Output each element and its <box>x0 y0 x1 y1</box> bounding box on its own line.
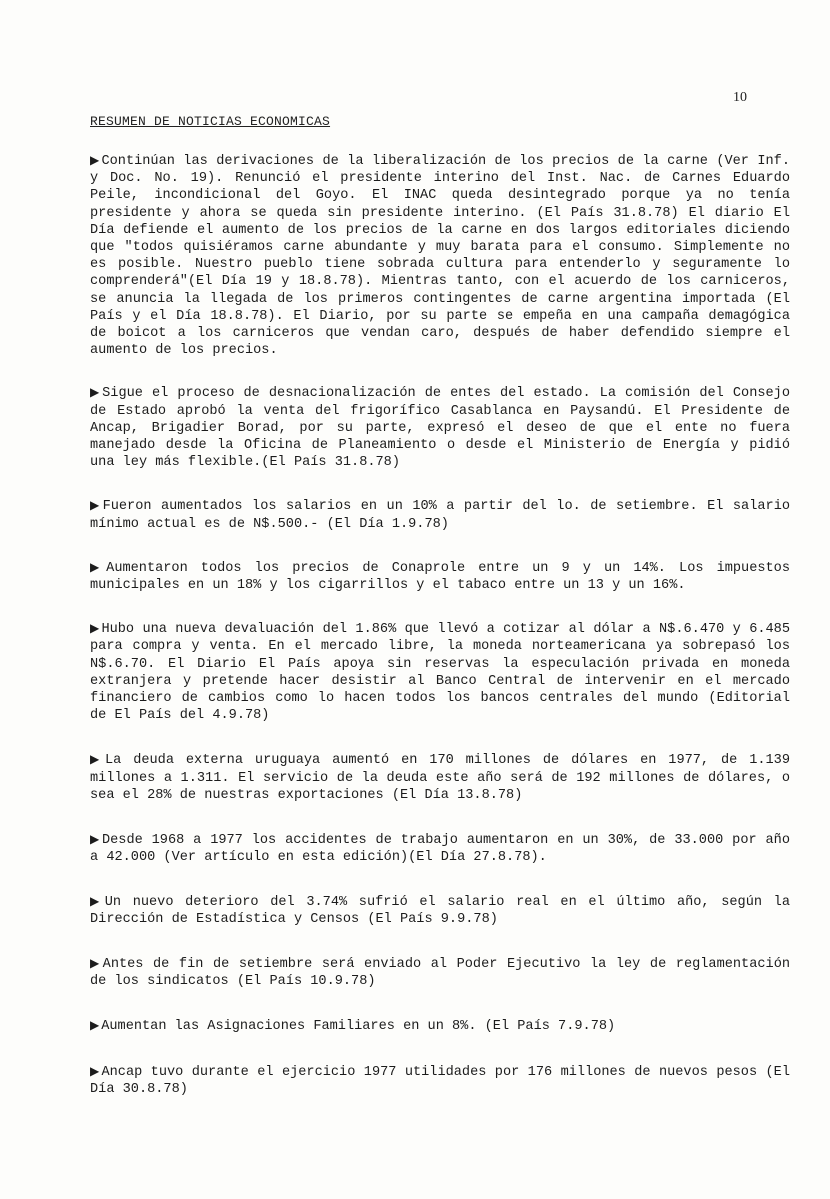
news-item <box>90 384 790 471</box>
page-number: 10 <box>733 90 747 105</box>
news-item-text: Un nuevo deterioro del 3.74% sufrió el salario real en el último año, según la Dirección de Estadística y Censos (El País 9.9.78) <box>90 894 790 927</box>
news-item-text: Aumentan las Asignaciones Familiares en un 8%. (El País 7.9.78) <box>101 1019 616 1035</box>
arrow-bullet-icon: ▶ <box>90 1018 100 1033</box>
arrow-bullet-icon: ▶ <box>90 385 101 400</box>
arrow-bullet-icon: ▶ <box>90 752 103 767</box>
news-item-text: La deuda externa uruguaya aumentó en 170 millones de dólares en 1977, de 1.139 millones a 1.311. El servicio de la deuda este año será de 192 millones de dólares, o sea el 28% de nuestras exportaciones (El Día 13.8.78) <box>90 753 790 803</box>
news-item <box>90 955 790 990</box>
news-item <box>90 893 790 928</box>
news-item <box>90 831 790 866</box>
arrow-bullet-icon: ▶ <box>90 1063 100 1078</box>
arrow-bullet-icon: ▶ <box>90 153 100 167</box>
arrow-bullet-icon: ▶ <box>90 893 103 908</box>
news-list <box>90 152 790 1098</box>
section-title: RESUMEN DE NOTICIAS ECONOMICAS <box>90 114 331 129</box>
arrow-bullet-icon: ▶ <box>90 621 100 636</box>
news-item-text: Antes de fin de setiembre será enviado al Poder Ejecutivo la ley de reglamentación de los sindicatos (El País 10.9.78) <box>90 956 791 990</box>
news-item <box>90 1017 790 1035</box>
news-item-text: Aumentaron todos los precios de Conaprole entre un 9 y un 14%. Los impuestos municipales en un 18% y los cigarrillos y el tabaco entre un 13 y un 16%. <box>90 560 791 594</box>
news-item <box>90 620 790 724</box>
news-item-text: Ancap tuvo durante el ejercicio 1977 utilidades por 176 millones de nuevos pesos (El Día 30.8.78) <box>90 1064 790 1097</box>
news-item <box>90 497 790 532</box>
news-item-text: Hubo una nueva devaluación del 1.86% que llevó a cotizar al dólar a N$.6.470 y 6.485 para compra y venta. En el mercado libre, la moneda norteamericana ya sobrepasó los N$.6.70. El Diario El País apoya sin reservas la especulación privada en moneda extranjera y pretende hacer desistir al Banco Central de intervenir en el mercado financiero de cambios como lo hacen todos los bancos centrales del mundo (Editorial de El País del 4.9.78) <box>90 622 790 724</box>
news-item-text: Desde 1968 a 1977 los accidentes de trabajo aumentaron en un 30%, de 33.000 por año a 42.000 (Ver artículo en esta edición)(El Día 27.8.78). <box>90 833 790 866</box>
news-item <box>90 751 790 804</box>
news-item-text: Fueron aumentados los salarios en un 10% a partir del lo. de setiembre. El salario mínimo actual es de N$.500.- (El Día 1.9.78) <box>90 499 791 532</box>
news-item-text: Sigue el proceso de desnacionalización de entes del estado. La comisión del Consejo de Estado aprobó la venta del frigorífico Casablanca en Paysandú. El Presidente de Ancap, Brigadier Borad, por su parte, expresó el deseo de que el ente no fuera manejado desde la Oficina de Planeamiento o desde el Ministerio de Energía y pidió una ley más flexible.(El País 31.8.78) <box>90 386 790 471</box>
arrow-bullet-icon: ▶ <box>90 559 105 574</box>
news-item-text: Continúan las derivaciones de la liberalización de los precios de la carne (Ver Inf. y Doc. No. 19). Renunció el presidente interino del Inst. Nac. de Carnes Eduardo Peile, incondicional del Goyo. El INAC queda desintegrado porque ya no tenía presidente y ahora se queda sin presidente interino. (El País 31.8.78) El diario El Día defiende el aumento de los precios de la carne en dos largos editoriales diciendo que "todos quisiéramos carne abundante y muy barata para el consumo. Simplemente no es posible. Nuestro pueblo tiene sobrada cultura para entenderlo y seguramente lo comprenderá"(El Día 19 y 18.8.78). Mientras tanto, con el acuerdo de los carniceros, se anuncia la llegada de los primeros contingentes de carne argentina importada (El País y el Día 18.8.78). El Diario, por su parte se empeña en una campaña demagógica de boicot a los carniceros que vendan caro, después de haber defendido siempre el aumento de los precios. <box>90 154 790 359</box>
news-item <box>90 152 790 359</box>
news-item <box>90 559 790 594</box>
arrow-bullet-icon: ▶ <box>90 832 100 847</box>
arrow-bullet-icon: ▶ <box>90 955 101 970</box>
news-item <box>90 1063 790 1098</box>
arrow-bullet-icon: ▶ <box>90 498 101 513</box>
